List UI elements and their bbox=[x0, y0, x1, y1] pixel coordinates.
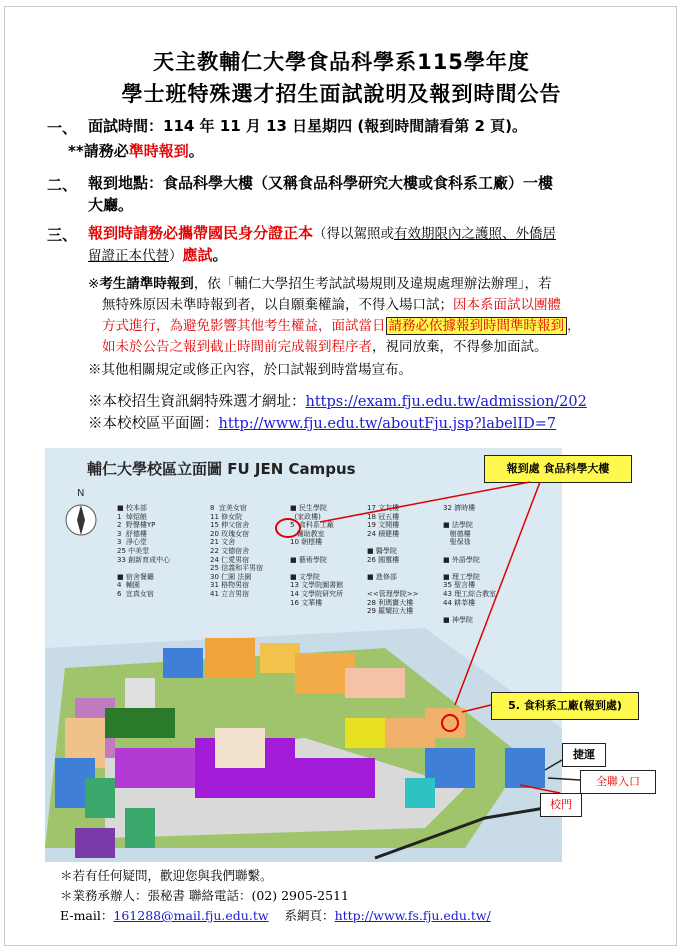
callout-reception: 報到處 食品科學大樓 bbox=[484, 455, 632, 483]
compass-n-label: N bbox=[77, 488, 85, 499]
note1-mark: ※ bbox=[88, 276, 100, 292]
section1-number: 一、 bbox=[47, 119, 78, 137]
admission-link[interactable]: https://exam.fju.edu.tw/admission/202 bbox=[305, 394, 587, 410]
section2-number: 二、 bbox=[47, 176, 78, 194]
note1-l2-red: 因本系面試以團體 bbox=[453, 297, 561, 313]
footer-links bbox=[60, 906, 491, 924]
section3-paren-line2: 留證正本代替 bbox=[88, 248, 169, 264]
legend-col3: ■ 民生學院 (家政樓) 5 食科系工廠 輔助教室 10 朝橒樓 ■ 藝術學院 ■ 文學院 13 文學院圖書館 14 文學院研究所 16 文華樓 bbox=[290, 504, 344, 607]
legend-col4: 17 文友樓 18 冠五樓 19 文開樓 24 積健樓 ■ 醫學院 26 國璽樓 ■ 進修部 <<管理學院>> 28 利瑪竇大樓 29 羅耀拉大樓 bbox=[367, 504, 419, 616]
note1-l3-end: ， bbox=[567, 318, 581, 334]
section2-line2: 大廳。 bbox=[88, 196, 134, 214]
page-title-line2: 學士班特殊選才招生面試說明及報到時間公告 bbox=[121, 82, 562, 106]
email-label: E-mail： bbox=[60, 908, 114, 923]
section1-note-prefix: **請務必 bbox=[68, 142, 129, 160]
note1-highlight-box: 請務必依據報到時間準時報到 bbox=[386, 317, 568, 335]
note1-rest: ，依「輔仁大學招生考試試場規則及違規處理辦法辦理」，若 bbox=[193, 276, 552, 292]
section2-line1: 報到地點：食品科學大樓（又稱食品科學研究大樓或食科系工廠）一樓 bbox=[88, 174, 554, 192]
note1-l3-red: 方式進行，為避免影響其他考生權益，面試當日 bbox=[102, 318, 386, 334]
note4-label: ※本校校區平面圖： bbox=[88, 416, 219, 432]
callout-food-factory: 5. 食科系工廠(報到處) bbox=[491, 692, 639, 720]
map-title: 輔仁大學校區立面圖 FU JEN Campus bbox=[87, 460, 356, 478]
legend-col5: 32 濟時樓 ■ 法學院 樹德樓 聖保祿 ■ 外語學院 ■ 理工學院 35 聖言樓 43 理工綜合教室 44 耕莘樓 ■ 神學院 bbox=[443, 504, 497, 624]
section3-red-end: 應試 bbox=[182, 246, 213, 264]
section3-paren-end: ） bbox=[169, 248, 183, 264]
gate-pxmart-label: 全聯入口 bbox=[580, 770, 656, 794]
legend-col1: ■ 校本部 1 焯炤館 2 野聲樓YP 3 舒德樓 3 淨心堂 25 中美堂 33 創新育成中心 ■ 宿舍餐廳 4 輔園 6 宜真女宿 bbox=[117, 504, 171, 598]
gate-main-label: 校門 bbox=[540, 793, 582, 817]
footer-contact: ＊若有任何疑問，歡迎您與我們聯繫。 bbox=[60, 868, 273, 883]
note1-l4-red: 如未於公告之報到截止時間前完成報到程序者 bbox=[102, 339, 372, 355]
note3-label: ※本校招生資訊網特殊選才網址： bbox=[88, 394, 306, 410]
dept-website-link[interactable]: http://www.fs.fju.edu.tw/ bbox=[334, 908, 491, 923]
gate-mrt-label: 捷運 bbox=[562, 743, 606, 767]
section3-end: 。 bbox=[212, 246, 228, 264]
section1-text: 面試時間：114 年 11 月 13 日星期四 (報到時間請看第 2 頁)。 bbox=[88, 117, 527, 135]
section3-number: 三、 bbox=[47, 226, 78, 244]
email-link[interactable]: 161288@mail.fju.edu.tw bbox=[113, 908, 269, 923]
section3-id-requirement: 報到時請務必攜帶國民身分證正本 bbox=[88, 224, 314, 242]
footer-staff: ＊業務承辦人：張秘書 聯絡電話：(02) 2905-2511 bbox=[60, 888, 349, 903]
page-title-line1: 天主教輔仁大學食品科學系115學年度 bbox=[153, 50, 530, 74]
note1-l2-black: 無特殊原因未準時報到者，以自願棄權論，不得入場口試； bbox=[102, 297, 453, 313]
section3-paren-underline: 有效期限內之護照、外僑居 bbox=[394, 226, 557, 242]
section1-note-suffix: 。 bbox=[188, 142, 204, 160]
note1-bold: 考生請準時報到 bbox=[99, 276, 194, 292]
note2: ※其他相關規定或修正內容，於口試報到時當場宣布。 bbox=[88, 362, 412, 378]
legend-col2: 8 宜美女宿 11 修女院 15 伸父宿舍 20 玫瑰女宿 21 文舍 22 文德宿舍 24 仁愛男宿 25 信義和平男宿 30 仁園 法園 31 格物男宿 41 立言男宿 bbox=[210, 504, 264, 598]
campus-map-link[interactable]: http://www.fju.edu.tw/aboutFju.jsp?labelID=7 bbox=[218, 416, 557, 432]
section3-paren-a: （得以駕照或 bbox=[313, 226, 395, 242]
note1-l4-black: ，視同放棄，不得參加面試。 bbox=[372, 339, 548, 355]
website-label: 系網頁： bbox=[284, 908, 335, 923]
section1-note-red: 準時報到 bbox=[128, 142, 189, 160]
